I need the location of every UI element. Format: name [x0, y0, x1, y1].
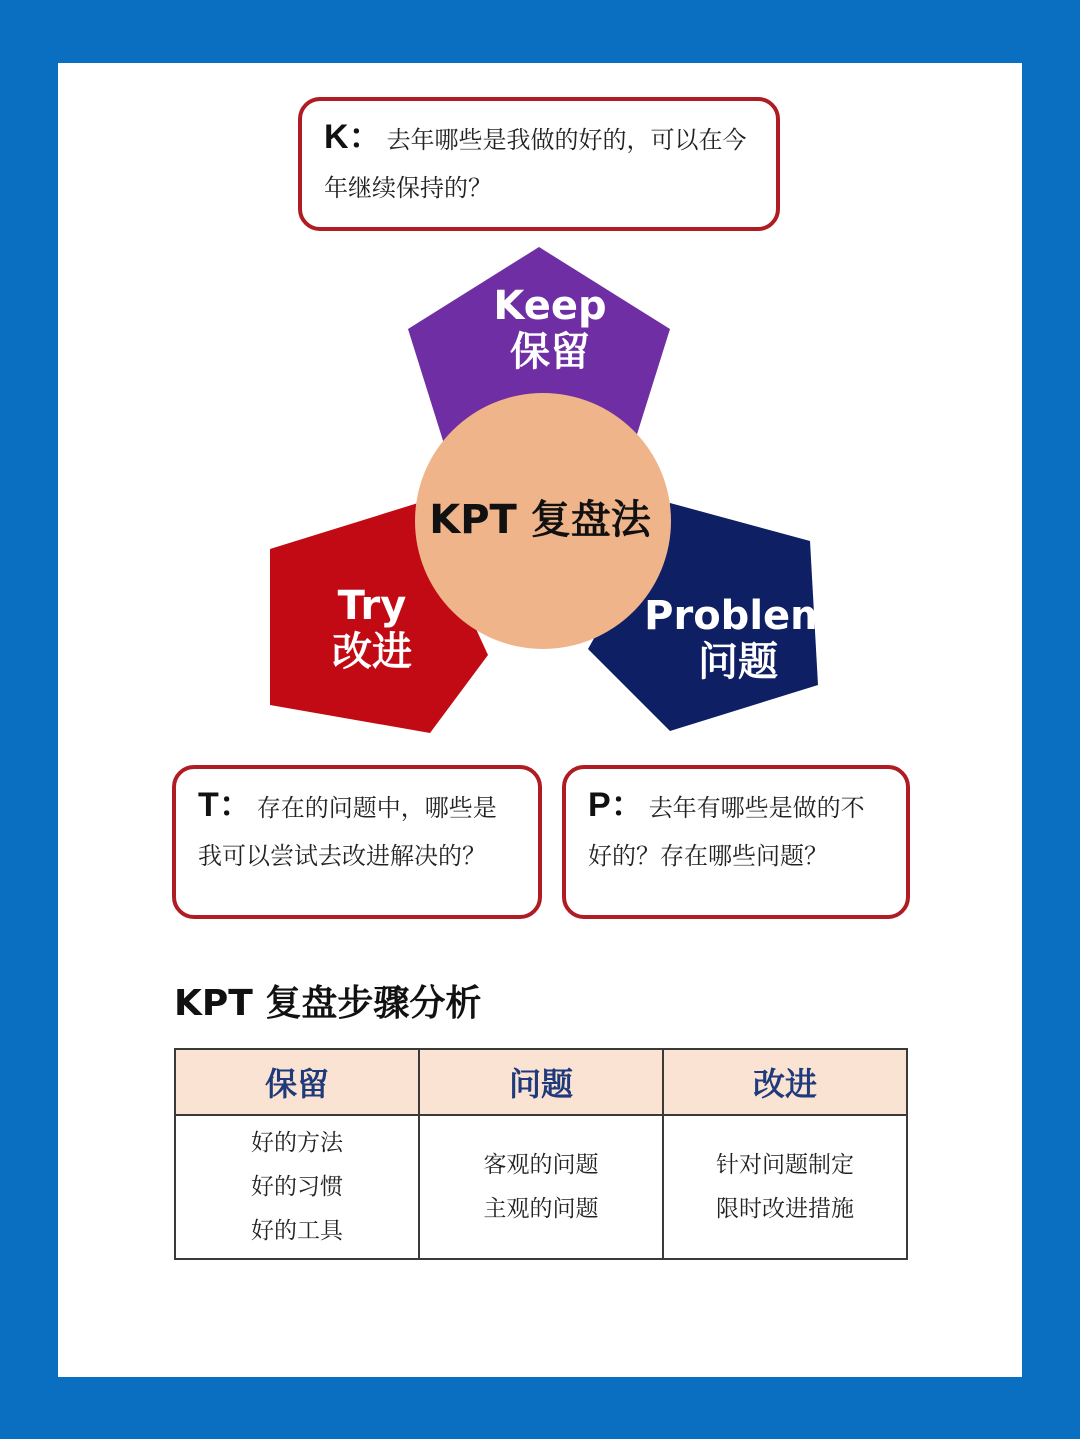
try-label [272, 583, 472, 675]
keep-question-letter: K： [324, 118, 383, 156]
list-item: 好的习惯 [251, 1174, 343, 1200]
list-item: 好的工具 [251, 1218, 343, 1244]
keep-label-zh: 保留 [510, 329, 590, 375]
problem-label-en: Problem [644, 593, 832, 639]
list-item: 客观的问题 [483, 1152, 599, 1178]
header-problem: 问题 [419, 1049, 663, 1115]
try-label-en: Try [337, 583, 407, 629]
analysis-title: KPT 复盘步骤分析 [174, 983, 482, 1024]
list-item: 针对问题制定 [716, 1152, 854, 1178]
list-item: 主观的问题 [483, 1196, 599, 1222]
keep-cell [175, 1115, 419, 1259]
kpt-center-label: KPT 复盘法 [429, 497, 651, 543]
problem-question-letter: P： [588, 786, 645, 824]
kpt-diagram [58, 63, 1022, 763]
table-row [175, 1115, 907, 1259]
try-label-zh: 改进 [332, 629, 412, 675]
try-cell [663, 1115, 907, 1259]
header-keep: 保留 [175, 1049, 419, 1115]
table-header-row [175, 1049, 907, 1115]
list-item: 好的方法 [251, 1130, 343, 1156]
keep-label [440, 283, 660, 375]
problem-label-zh: 问题 [698, 639, 778, 685]
try-question-letter: T： [198, 786, 253, 824]
kpt-shapes [58, 63, 1022, 763]
list-item: 限时改进措施 [716, 1196, 854, 1222]
problem-question-text: 去年有哪些是做的不好的？存在哪些问题？ [588, 794, 865, 870]
problem-question-box [562, 765, 910, 919]
header-try: 改进 [663, 1049, 907, 1115]
keep-label-en: Keep [493, 283, 607, 329]
kpt-analysis-table [174, 1048, 908, 1260]
keep-question-text: 去年哪些是我做的好的，可以在今年继续保持的？ [324, 126, 747, 202]
try-question-box [172, 765, 542, 919]
try-question-text: 存在的问题中，哪些是我可以尝试去改进解决的？ [198, 794, 497, 870]
problem-label [638, 593, 838, 685]
content-card [58, 63, 1022, 1377]
problem-cell [419, 1115, 663, 1259]
